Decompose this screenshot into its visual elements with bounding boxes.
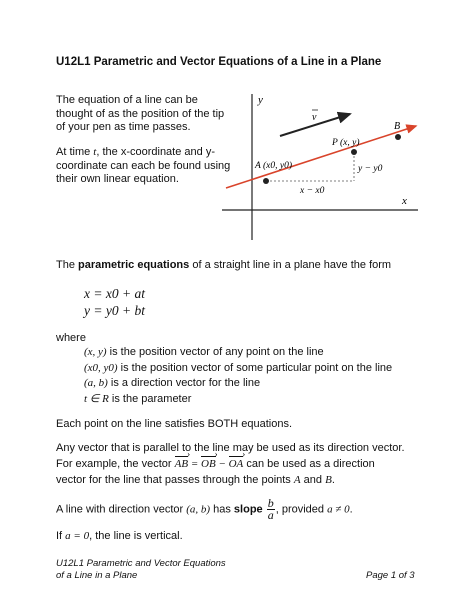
definition-symbol: (x, y)	[84, 346, 107, 358]
page-number: Page 1 of 3	[366, 570, 415, 581]
text: .	[349, 503, 353, 516]
vector-ob: OB ›	[201, 458, 216, 470]
fraction-denominator: a	[267, 508, 274, 522]
point-p	[351, 149, 357, 155]
definition-text: is the position vector of some particular point on the line	[117, 362, 393, 374]
vector-oa: OA ›	[229, 458, 244, 470]
equation-y: y = y0 + bt	[84, 303, 145, 318]
condition: a ≠ 0	[327, 503, 350, 516]
definition-item	[84, 392, 191, 405]
intro-paragraph-2	[56, 146, 236, 187]
definition-text: is the position vector of any point on the line	[106, 346, 324, 358]
slope-fraction	[267, 498, 275, 521]
dy-label: y − y0	[358, 164, 383, 174]
page-title: U12L1 Parametric and Vector Equations of a Line in a Plane	[56, 56, 382, 68]
point-a-label: A (x0, y0)	[255, 161, 293, 171]
text: has	[210, 503, 234, 516]
text: =	[188, 458, 201, 470]
text: .	[331, 474, 335, 486]
vector-v-label: v	[312, 112, 317, 123]
line-diagram	[222, 90, 422, 242]
direction-line-2	[56, 458, 375, 470]
point-b-label: B	[394, 121, 401, 132]
text: A line with direction vector	[56, 503, 187, 516]
text: For example, the vector	[56, 458, 175, 470]
x-axis-label: x	[402, 195, 407, 207]
footer-title	[56, 558, 226, 582]
equation-x: x = x0 + at	[84, 286, 145, 301]
text: and	[300, 474, 326, 486]
point-p-label: P (x, y)	[332, 138, 360, 148]
definition-item	[84, 346, 324, 358]
text: vector for the line that passes through the points	[56, 474, 294, 486]
text: of a straight line in a plane have the form	[189, 259, 392, 271]
dx-label: x − x0	[300, 186, 325, 196]
parametric-intro	[56, 259, 391, 271]
text: can be used as a direction	[243, 458, 375, 470]
definition-item	[84, 377, 260, 389]
footer-line: U12L1 Parametric and Vector Equations	[56, 558, 226, 569]
red-line	[226, 126, 416, 188]
time-symbol: t	[93, 146, 97, 158]
direction-vector-symbol: (a, b)	[186, 503, 211, 516]
definition-text: is a direction vector for the line	[107, 377, 261, 389]
point-b	[395, 134, 401, 140]
point-b-symbol: B	[325, 474, 332, 486]
text: If	[56, 530, 66, 542]
y-axis-label: y	[258, 94, 263, 106]
direction-line-1: Any vector that is parallel to the line may be used as its direction vector.	[56, 442, 405, 454]
text: , the line is vertical.	[89, 530, 183, 542]
both-equations-note: Each point on the line satisfies BOTH equations.	[56, 418, 293, 430]
definition-item	[84, 362, 392, 374]
text: The	[56, 259, 79, 271]
intro-paragraph-1: The equation of a line can be thought of as the position of the tip of your pen as time passes.	[56, 94, 225, 133]
text: −	[215, 458, 229, 470]
condition: a = 0	[65, 530, 90, 542]
vertical-line-note	[56, 530, 183, 542]
intro-text: , the x-coordinate and y-coordinate can each be found using their own linear equation.	[56, 146, 231, 185]
slope-line	[56, 498, 353, 521]
vector-ab: AB ›	[175, 458, 188, 470]
definition-text: is the parameter	[108, 393, 192, 405]
point-a	[263, 178, 269, 184]
direction-line-3	[56, 474, 335, 486]
fraction-numerator: b	[267, 496, 274, 510]
definition-symbol: (x0, y0)	[84, 362, 118, 374]
point-a-symbol: A	[293, 474, 301, 486]
parametric-equations-term: parametric equations	[78, 259, 190, 271]
definition-symbol: t ∈ R	[84, 393, 109, 405]
definition-symbol: (a, b)	[84, 377, 108, 389]
intro-text: At time	[56, 146, 94, 158]
slope-term: slope	[233, 503, 263, 516]
text: , provided	[275, 503, 328, 516]
where-label: where	[56, 332, 86, 344]
footer-line: of a Line in a Plane	[56, 570, 138, 581]
